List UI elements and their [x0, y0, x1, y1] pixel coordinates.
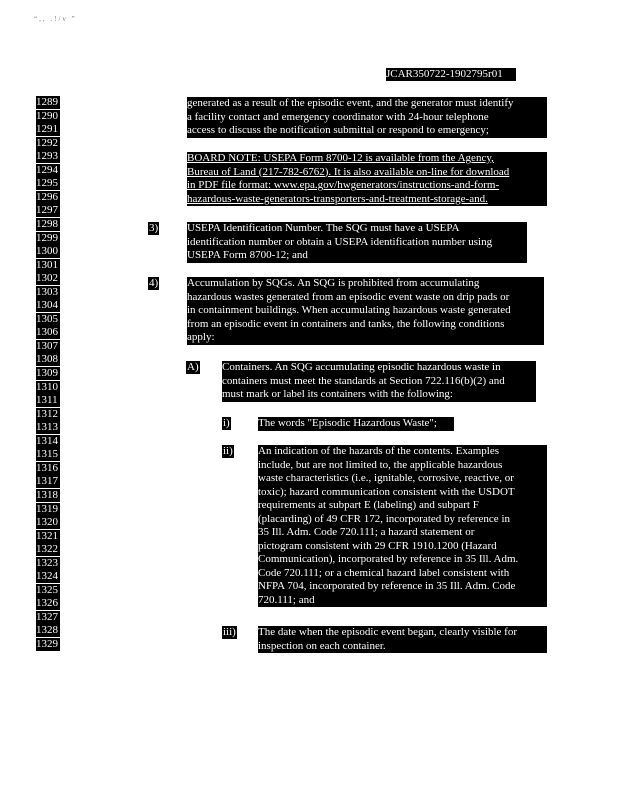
line-number: 1317	[36, 475, 58, 488]
text-line: a facility contact and emergency coordinator with 24-hour telephone	[187, 110, 489, 123]
item-i-text	[258, 417, 454, 431]
line-number: 1289	[36, 96, 58, 108]
text-line: in PDF file format: www.epa.gov/hwgenerators/instructions-and-form-	[187, 179, 500, 191]
text-line: waste characteristics (i.e., ignitable, corrosive, reactive, or	[258, 472, 514, 484]
line-number: 1293	[36, 150, 58, 163]
text-line: USEPA Identification Number. The SQG must have a USEPA	[187, 222, 460, 234]
text-line: containers must meet the standards at Section 722.116(b)(2) and	[222, 374, 505, 387]
line-number: 1320	[36, 516, 58, 529]
line-number: 1300	[36, 245, 58, 258]
line-number: 1324	[36, 570, 58, 583]
item-label-iii: iii)	[223, 626, 236, 638]
text-line: inspection on each container.	[258, 639, 386, 652]
text-line: 35 Ill. Adm. Code 720.111; a hazard statement or	[258, 526, 475, 538]
item-label-3: 3)	[149, 222, 159, 234]
board-note	[187, 152, 547, 206]
text-line: generated as a result of the episodic event, and the generator must identify	[187, 97, 514, 109]
item-label-a: A)	[187, 361, 199, 373]
line-number: 1305	[36, 312, 58, 325]
line-number: 1310	[36, 380, 58, 393]
line-number: 1313	[36, 421, 58, 434]
line-number: 1319	[36, 502, 58, 515]
text-line: The words "Episodic Hazardous Waste";	[258, 417, 437, 429]
text-line: Bureau of Land (217-782-6762). It is also available on-line for download	[187, 165, 510, 178]
item-ii-text	[258, 445, 547, 607]
line-number: 1316	[36, 461, 58, 474]
text-line: 720.111; and	[258, 593, 315, 606]
document-id: JCAR350722-1902795r01	[386, 68, 516, 81]
line-number: 1295	[36, 177, 58, 190]
line-number: 1307	[36, 339, 58, 352]
text-line: access to discuss the notification submittal or respond to emergency;	[187, 124, 489, 136]
line-number: 1312	[36, 407, 58, 420]
line-number: 1296	[36, 190, 58, 203]
item-iii-text	[258, 626, 547, 653]
text-line: in containment buildings. When accumulating hazardous waste generated	[187, 304, 511, 316]
text-line: Communication), incorporated by reference in 35 Ill. Adm.	[258, 553, 519, 565]
line-number: 1329	[36, 638, 58, 650]
text-line: BOARD NOTE: USEPA Form 8700-12 is available from the Agency,	[187, 152, 494, 164]
item-label-i: i)	[223, 417, 230, 429]
text-line: from an episodic event in containers and tanks, the following conditions	[187, 317, 505, 330]
text-line: Containers. An SQG accumulating episodic hazardous waste in	[222, 361, 501, 373]
text-line: NFPA 704, incorporated by reference in 35 Ill. Adm. Code	[258, 580, 516, 592]
text-line: must mark or label its containers with the following:	[222, 388, 453, 400]
text-line: include, but are not limited to, the applicable hazardous	[258, 458, 503, 471]
item-label-4: 4)	[149, 277, 159, 289]
line-number: 1308	[36, 353, 58, 366]
item-3-text	[187, 222, 527, 263]
line-number: 1298	[36, 217, 58, 230]
line-number: 1328	[36, 624, 58, 637]
line-number: 1299	[36, 231, 58, 244]
line-number: 1321	[36, 529, 58, 542]
text-line: (placarding) of 49 CFR 172, incorporated by reference in	[258, 512, 510, 525]
text-line: toxic); hazard communication consistent with the USDOT	[258, 485, 515, 498]
line-number: 1303	[36, 285, 58, 298]
line-number: 1306	[36, 326, 58, 339]
text-line: An indication of the hazards of the contents. Examples	[258, 445, 500, 457]
line-number: 1315	[36, 448, 58, 461]
item-4-text	[187, 277, 544, 345]
line-number: 1309	[36, 367, 58, 379]
line-number: 1314	[36, 434, 58, 447]
line-number: 1301	[36, 258, 58, 271]
line-number: 1292	[36, 136, 58, 149]
item-label-ii: ii)	[223, 445, 233, 457]
line-number: 1327	[36, 610, 58, 623]
line-number: 1325	[36, 583, 58, 596]
line-number: 1291	[36, 123, 58, 136]
text-line: Code 720.111; or a chemical hazard label consistent with	[258, 566, 510, 579]
line-number: 1302	[36, 272, 58, 285]
line-number: 1290	[36, 109, 58, 122]
scan-mark: “,, .!/v ”	[34, 15, 77, 23]
text-line: requirements at subpart E (labeling) and subpart F	[258, 499, 479, 511]
line-number: 1323	[36, 556, 58, 569]
text-line: The date when the episodic event began, clearly visible for	[258, 626, 518, 638]
line-number: 1326	[36, 597, 58, 610]
item-a-text	[222, 361, 536, 402]
line-number: 1318	[36, 488, 58, 501]
line-number: 1297	[36, 204, 58, 217]
text-line: pictogram consistent with 29 CFR 1910.1200 (Hazard	[258, 539, 497, 552]
paragraph-continuation	[187, 97, 547, 138]
line-number: 1304	[36, 299, 58, 312]
line-number: 1322	[36, 543, 58, 556]
text-line: Accumulation by SQGs. An SQG is prohibited from accumulating	[187, 277, 480, 289]
line-number: 1311	[36, 394, 60, 407]
text-line: hazardous wastes generated from an episodic event waste on drip pads or	[187, 290, 510, 303]
text-line: USEPA Form 8700-12; and	[187, 249, 308, 261]
text-line: apply:	[187, 331, 215, 343]
text-line: hazardous-waste-generators-transporters-and-treatment-storage-and.	[187, 192, 488, 205]
text-line: identification number or obtain a USEPA identification number using	[187, 235, 493, 248]
line-number: 1294	[36, 163, 58, 176]
